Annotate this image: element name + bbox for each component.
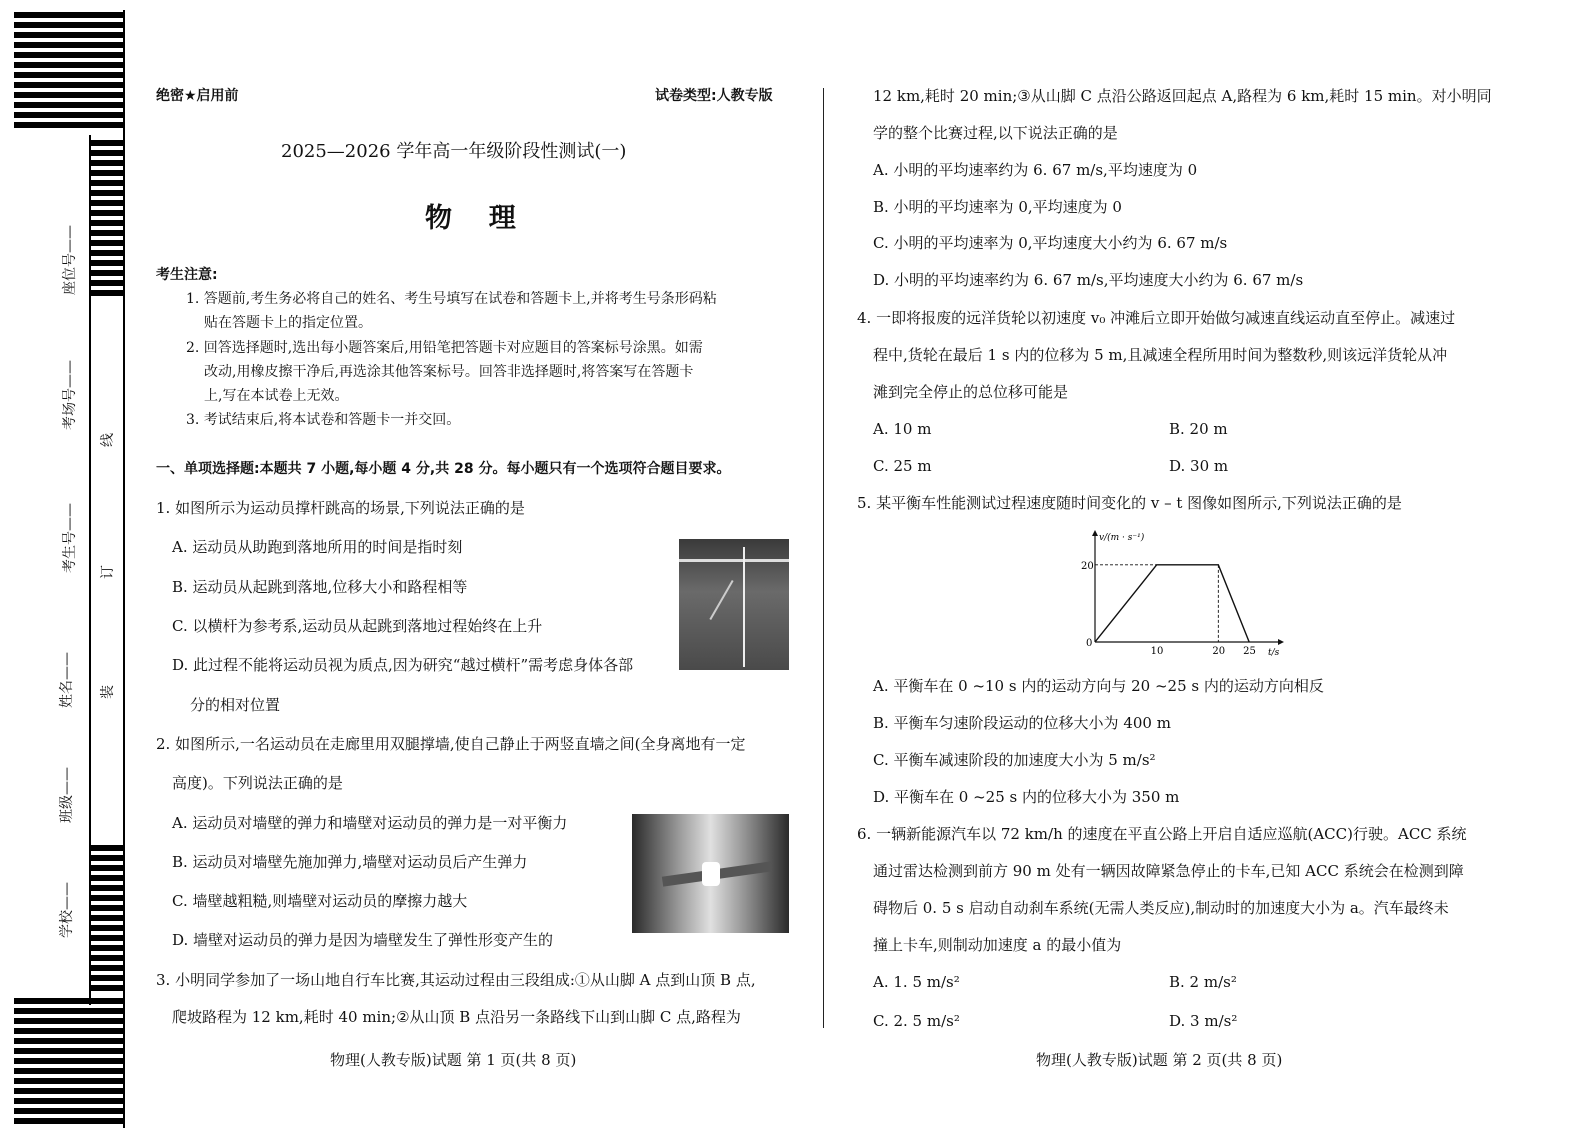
question-3-option-c[interactable]: C. 小明的平均速率为 0,平均速度大小约为 6. 67 m/s xyxy=(873,234,1228,252)
binding-stripe xyxy=(90,220,124,226)
binding-stripe xyxy=(90,965,124,971)
question-4-line1: 4. 一即将报废的远洋货轮以初速度 v₀ 冲滩后立即开始做匀减速直线运动直至停止。减速过 xyxy=(857,309,1456,327)
question-2-stem-cont: 高度)。下列说法正确的是 xyxy=(172,774,343,792)
question-3-line2: 爬坡路程为 12 km,耗时 40 min;②从山顶 B 点沿另一条路线下山到山脚 C 点,路程为 xyxy=(172,1008,741,1026)
binding-stripe xyxy=(90,260,124,266)
question-1-option-d-cont: 分的相对位置 xyxy=(190,696,281,714)
question-5-option-b[interactable]: B. 平衡车匀速阶段运动的位移大小为 400 m xyxy=(873,714,1171,732)
question-6-option-b[interactable]: B. 2 m/s² xyxy=(1169,973,1237,991)
binding-inner-line xyxy=(89,135,91,1005)
question-6-line4: 撞上卡车,则制动加速度 a 的最小值为 xyxy=(873,936,1122,954)
notice-item: 贴在答题卡上的指定位置。 xyxy=(204,315,372,331)
binding-stripe xyxy=(90,935,124,941)
notice-item: 3. 考试结束后,将本试卷和答题卡一并交回。 xyxy=(186,412,461,428)
subject-title: 物 理 xyxy=(425,203,522,234)
question-2-stem: 2. 如图所示,一名运动员在走廊里用双腿撑墙,使自己静止于两竖直墙之间(全身离地有一定 xyxy=(156,735,746,753)
corridor-photo xyxy=(632,814,789,933)
binding-stripe xyxy=(90,290,124,296)
binding-stripe xyxy=(90,895,124,901)
binding-stripe xyxy=(14,122,124,128)
binding-stripe xyxy=(14,92,124,98)
question-6-option-c[interactable]: C. 2. 5 m/s² xyxy=(873,1012,960,1030)
binding-stripe xyxy=(14,52,124,58)
binding-stripe xyxy=(90,270,124,276)
question-2-option-b[interactable]: B. 运动员对墙壁先施加弹力,墙壁对运动员后产生弹力 xyxy=(172,853,528,871)
paper-type-label: 试卷类型:人教专版 xyxy=(655,88,773,104)
binding-stripe xyxy=(90,975,124,981)
question-3-option-a[interactable]: A. 小明的平均速率约为 6. 67 m/s,平均速度为 0 xyxy=(873,161,1198,179)
binding-stripe xyxy=(90,280,124,286)
notice-item: 1. 答题前,考生务必将自己的姓名、考生号填写在试卷和答题卡上,并将考生号条形码粘 xyxy=(186,291,717,307)
notice-item: 2. 回答选择题时,选出每小题答案后,用铅笔把答题卡对应题目的答案标号涂黑。如需 xyxy=(186,340,703,356)
binding-stripe xyxy=(14,102,124,108)
binding-stripe xyxy=(90,230,124,236)
school-field[interactable]: 学校—— xyxy=(59,882,75,938)
name-field[interactable]: 姓名—— xyxy=(59,652,75,708)
binding-stripe xyxy=(14,1078,124,1084)
footer-right: 物理(人教专版)试题 第 2 页(共 8 页) xyxy=(1036,1051,1283,1069)
question-3-line4: 学的整个比赛过程,以下说法正确的是 xyxy=(873,124,1118,142)
notice-heading: 考生注意: xyxy=(156,267,218,283)
binding-stripe xyxy=(14,12,124,18)
notice-item: 改动,用橡皮擦干净后,再选涂其他答案标号。回答非选择题时,将答案写在答题卡 xyxy=(204,364,694,380)
binding-stripe xyxy=(14,42,124,48)
binding-stripe xyxy=(14,1018,124,1024)
binding-stripe xyxy=(90,855,124,861)
binding-stripe xyxy=(14,112,124,118)
binding-stripe xyxy=(14,1118,124,1124)
binding-stripe xyxy=(90,925,124,931)
question-2-option-c[interactable]: C. 墙壁越粗糙,则墙壁对运动员的摩擦力越大 xyxy=(172,892,468,910)
binding-stripe xyxy=(90,955,124,961)
section-heading: 一、单项选择题:本题共 7 小题,每小题 4 分,共 28 分。每小题只有一个选项符合题目要求。 xyxy=(156,461,731,477)
binding-stripe xyxy=(90,985,124,991)
binding-stripe xyxy=(90,180,124,186)
question-5-option-d[interactable]: D. 平衡车在 0 ~25 s 内的位移大小为 350 m xyxy=(873,788,1180,806)
footer-left: 物理(人教专版)试题 第 1 页(共 8 页) xyxy=(330,1051,577,1069)
binding-stripe xyxy=(90,170,124,176)
exam-title: 2025—2026 学年高一年级阶段性测试(一) xyxy=(281,141,627,162)
question-6-option-a[interactable]: A. 1. 5 m/s² xyxy=(873,973,960,991)
y-axis-arrow xyxy=(1092,530,1098,536)
binding-stripe xyxy=(14,32,124,38)
question-1-option-c[interactable]: C. 以横杆为参考系,运动员从起跳到落地过程始终在上升 xyxy=(172,617,543,635)
cut-mark-bind: 订 xyxy=(100,565,116,579)
binding-stripe xyxy=(14,1108,124,1114)
binding-stripe xyxy=(90,160,124,166)
binding-stripe xyxy=(90,875,124,881)
vt-graph xyxy=(1070,528,1285,660)
exam-room-field[interactable]: 考场号—— xyxy=(62,360,78,430)
binding-stripe xyxy=(90,190,124,196)
question-1-option-a[interactable]: A. 运动员从助跑到落地所用的时间是指时刻 xyxy=(172,538,463,556)
binding-stripe xyxy=(14,1088,124,1094)
binding-stripe xyxy=(90,865,124,871)
binding-stripe xyxy=(90,150,124,156)
question-1-option-b[interactable]: B. 运动员从起跳到落地,位移大小和路程相等 xyxy=(172,578,468,596)
question-3-line1: 3. 小明同学参加了一场山地自行车比赛,其运动过程由三段组成:①从山脚 A 点到山顶 B 点, xyxy=(156,971,756,989)
question-6-option-d[interactable]: D. 3 m/s² xyxy=(1169,1012,1238,1030)
question-1-option-d[interactable]: D. 此过程不能将运动员视为质点,因为研究“越过横杆”需考虑身体各部 xyxy=(172,656,634,674)
binding-stripe xyxy=(90,885,124,891)
cut-mark-line: 线 xyxy=(100,433,116,447)
x-tick-label: 10 xyxy=(1150,646,1164,657)
candidate-number-field[interactable]: 考生号—— xyxy=(62,503,78,573)
binding-stripe xyxy=(14,22,124,28)
secret-label: 绝密★启用前 xyxy=(156,88,239,104)
question-4-option-b[interactable]: B. 20 m xyxy=(1169,420,1228,438)
question-5-option-a[interactable]: A. 平衡车在 0 ~10 s 内的运动方向与 20 ~25 s 内的运动方向相反 xyxy=(873,677,1324,695)
y-axis-label: v/(m · s⁻¹) xyxy=(1099,533,1145,543)
vt-series-line xyxy=(1095,565,1249,642)
binding-stripe xyxy=(14,82,124,88)
binding-stripe xyxy=(14,1058,124,1064)
binding-stripe xyxy=(90,200,124,206)
notice-item: 上,写在本试卷上无效。 xyxy=(204,388,349,404)
question-3-line3: 12 km,耗时 20 min;③从山脚 C 点沿公路返回起点 A,路程为 6 km,耗时 15 min。对小明同 xyxy=(873,87,1492,105)
binding-stripe xyxy=(14,1038,124,1044)
question-4-option-a[interactable]: A. 10 m xyxy=(873,420,932,438)
seat-number-field[interactable]: 座位号—— xyxy=(62,225,78,295)
question-4-line3: 滩到完全停止的总位移可能是 xyxy=(873,383,1069,401)
question-6-line3: 碍物后 0. 5 s 启动自动刹车系统(无需人类反应),制动时的加速度大小为 a。汽车最终未 xyxy=(873,899,1449,917)
binding-stripe xyxy=(90,250,124,256)
binding-stripe xyxy=(90,905,124,911)
question-2-option-d[interactable]: D. 墙壁对运动员的弹力是因为墙壁发生了弹性形变产生的 xyxy=(172,931,554,949)
question-5-stem: 5. 某平衡车性能测试过程速度随时间变化的 v – t 图像如图所示,下列说法正确的是 xyxy=(857,494,1402,512)
binding-stripe xyxy=(14,62,124,68)
binding-stripe xyxy=(90,845,124,851)
column-divider xyxy=(823,88,824,1028)
binding-stripe xyxy=(90,210,124,216)
cut-mark-pack: 装 xyxy=(100,685,116,699)
question-5-option-c[interactable]: C. 平衡车减速阶段的加速度大小为 5 m/s² xyxy=(873,751,1156,769)
question-3-option-b[interactable]: B. 小明的平均速率为 0,平均速度为 0 xyxy=(873,198,1122,216)
class-field[interactable]: 班级—— xyxy=(59,767,75,823)
binding-stripe xyxy=(14,1008,124,1014)
question-1-stem: 1. 如图所示为运动员撑杆跳高的场景,下列说法正确的是 xyxy=(156,499,525,517)
binding-stripe xyxy=(14,998,124,1004)
binding-stripe xyxy=(14,1048,124,1054)
x-axis-label: t/s xyxy=(1268,648,1280,658)
x-tick-label: 25 xyxy=(1243,646,1256,657)
question-4-option-d[interactable]: D. 30 m xyxy=(1169,457,1229,475)
pole-vault-photo xyxy=(679,539,789,670)
question-4-option-c[interactable]: C. 25 m xyxy=(873,457,932,475)
question-6-line1: 6. 一辆新能源汽车以 72 km/h 的速度在平直公路上开启自适应巡航(ACC)行驶。ACC 系统 xyxy=(857,825,1467,843)
binding-stripe xyxy=(14,72,124,78)
question-4-line2: 程中,货轮在最后 1 s 内的位移为 5 m,且减速全程所用时间为整数秒,则该远洋货轮从冲 xyxy=(873,346,1448,364)
binding-stripe xyxy=(14,1098,124,1104)
x-axis-arrow xyxy=(1278,639,1284,645)
binding-stripe xyxy=(90,240,124,246)
binding-stripe xyxy=(14,1068,124,1074)
origin-label: 0 xyxy=(1086,638,1093,649)
binding-stripe xyxy=(90,915,124,921)
binding-stripe xyxy=(14,1028,124,1034)
binding-stripe xyxy=(90,945,124,951)
x-tick-label: 20 xyxy=(1212,646,1226,657)
question-6-line2: 通过雷达检测到前方 90 m 处有一辆因故障紧急停止的卡车,已知 ACC 系统会在检测到障 xyxy=(873,862,1464,880)
question-3-option-d[interactable]: D. 小明的平均速率约为 6. 67 m/s,平均速度大小约为 6. 67 m/s xyxy=(873,271,1304,289)
question-2-option-a[interactable]: A. 运动员对墙壁的弹力和墙壁对运动员的弹力是一对平衡力 xyxy=(172,814,568,832)
binding-stripe xyxy=(90,140,124,146)
y-tick-label: 20 xyxy=(1081,560,1094,572)
